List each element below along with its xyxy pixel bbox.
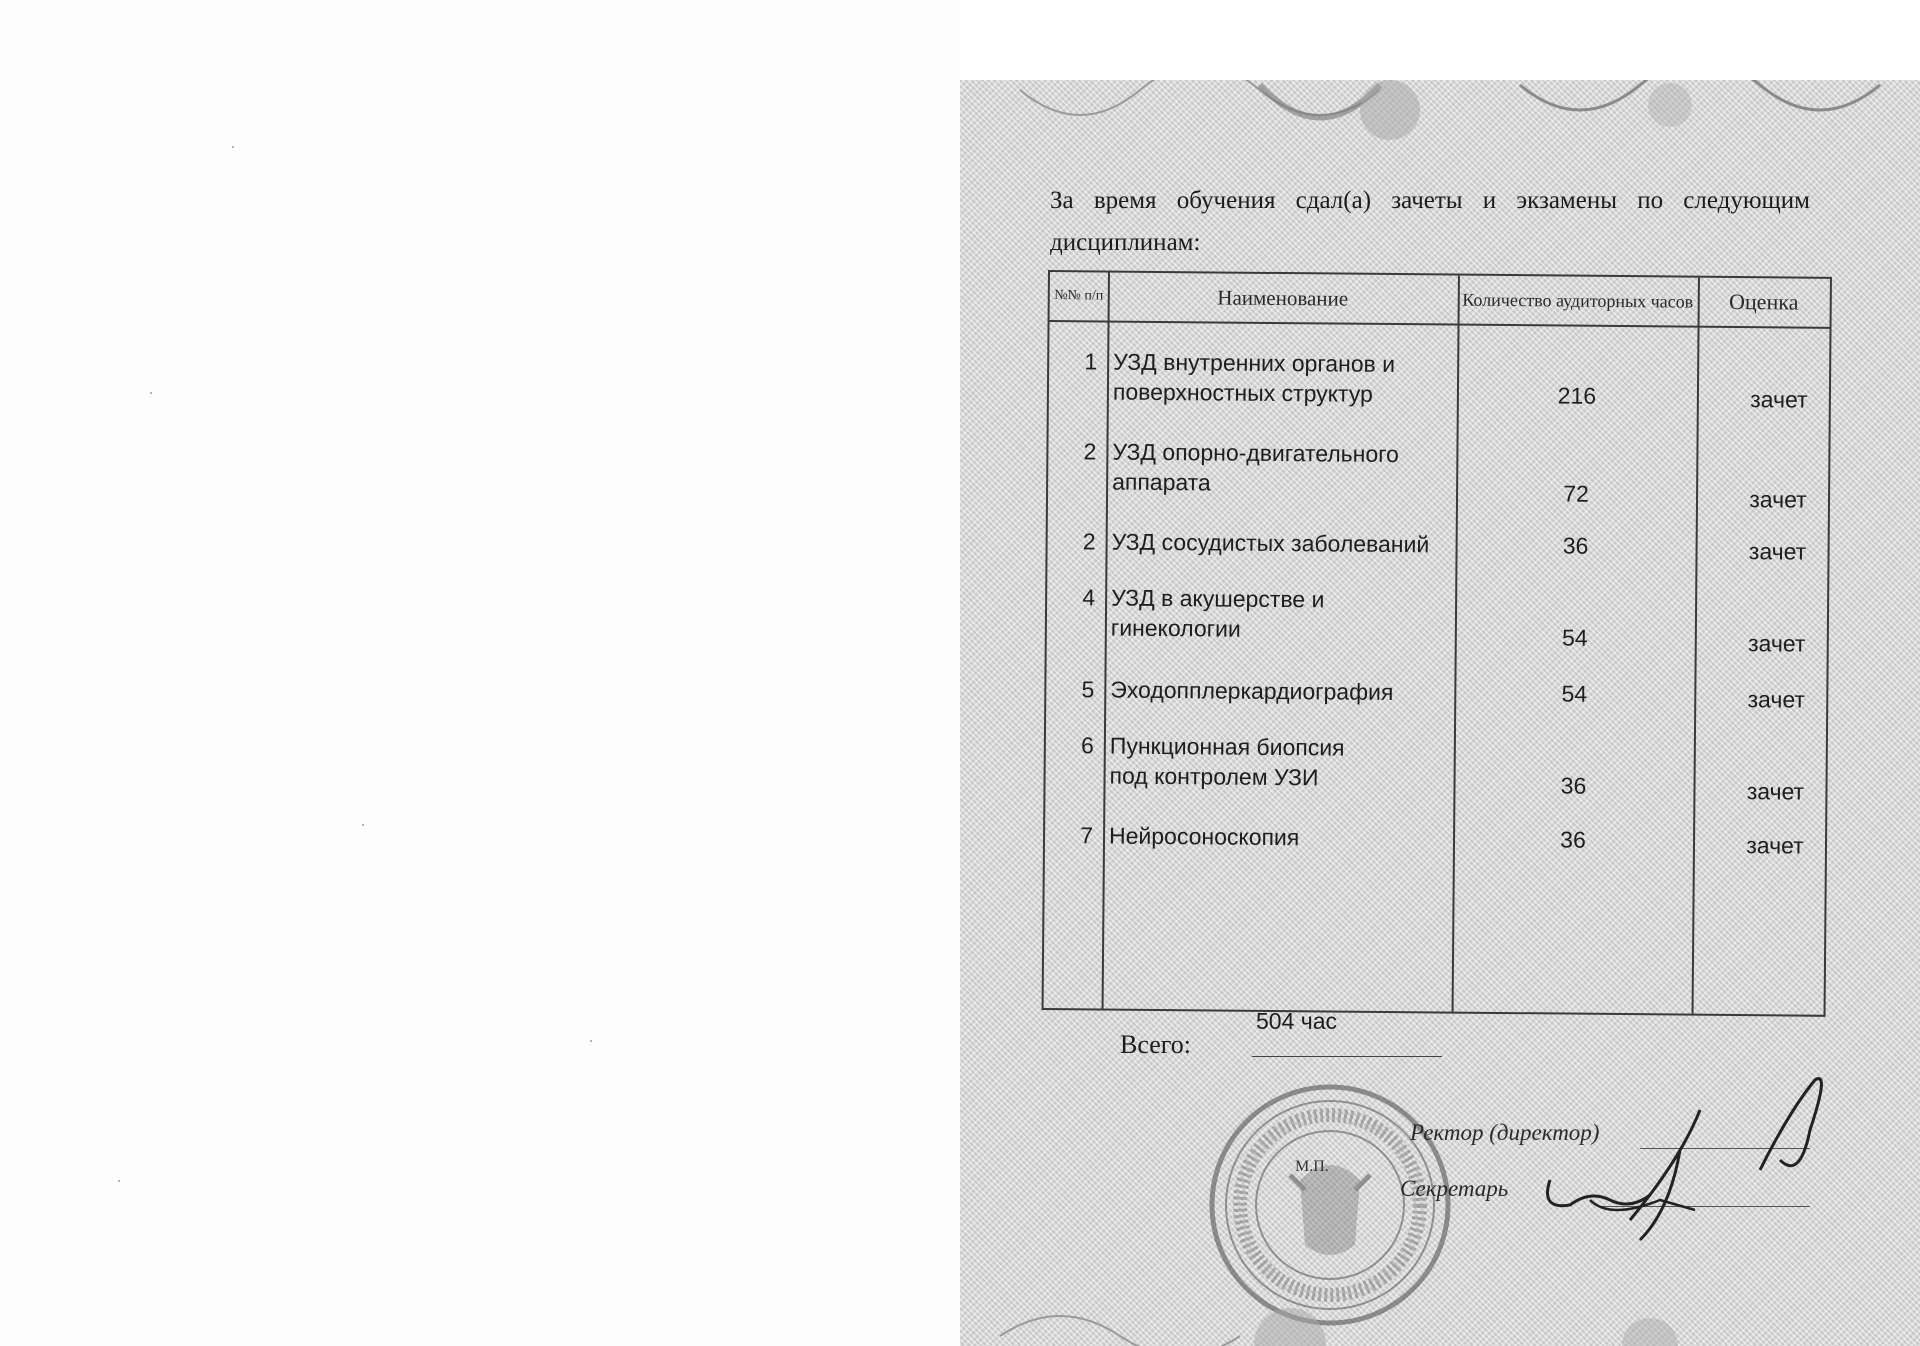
table-divider: [1692, 278, 1700, 1014]
discipline-name: УЗД внутренних органов и поверхностных структур: [1112, 348, 1396, 407]
rector-label: Ректор (директор): [1410, 1120, 1600, 1145]
discipline-name: УЗД в акушерстве и гинекологии: [1110, 584, 1325, 642]
hours-value: 54: [1561, 680, 1588, 707]
handwritten-signature: [1530, 1070, 1860, 1270]
total-label: Всего:: [1120, 1030, 1191, 1059]
discipline-name: Эходопплеркардиография: [1110, 676, 1394, 706]
total-underline: [1252, 1056, 1442, 1057]
grade-value: зачет: [1746, 832, 1804, 859]
total-hours-value: 504 час: [1256, 1008, 1338, 1034]
discipline-name: УЗД сосудистых заболеваний: [1111, 528, 1430, 558]
hours-value: 36: [1562, 532, 1589, 559]
scan-speck: [118, 1180, 120, 1182]
scan-speck: [590, 1040, 592, 1042]
guilloche-border-top: [960, 80, 1920, 150]
table-row: [1046, 730, 1830, 805]
table-row: [1049, 436, 1833, 513]
table-row: [1045, 820, 1829, 859]
grade-value: зачет: [1747, 630, 1806, 657]
hours-value: 36: [1560, 826, 1586, 853]
grade-value: зачет: [1749, 486, 1807, 513]
hours-value: 36: [1560, 772, 1587, 799]
row-number: 2: [1083, 438, 1097, 465]
table-row: [1046, 674, 1830, 713]
secretary-label: Секретарь: [1400, 1176, 1509, 1201]
grade-value: зачет: [1747, 686, 1806, 713]
guilloche-border-bottom: [960, 1286, 1920, 1346]
diploma-supplement-page: [960, 80, 1920, 1346]
hours-value: 54: [1561, 624, 1588, 651]
seal-place-label: М.П.: [1295, 1158, 1329, 1175]
row-number: 7: [1080, 822, 1094, 849]
column-header-number: №№ п/п: [1054, 288, 1104, 304]
scan-speck: [362, 824, 364, 826]
grade-value: зачет: [1746, 778, 1805, 805]
discipline-name: Пункционная биопсия под контролем УЗИ: [1109, 732, 1345, 791]
discipline-name: УЗД опорно-двигательного аппарата: [1112, 438, 1400, 496]
grade-value: зачет: [1748, 538, 1807, 565]
intro-text: За время обучения сдал(а) зачеты и экзамены по следующим дисциплинам:: [1050, 187, 1810, 256]
scan-speck: [150, 392, 152, 394]
table-divider: [1102, 273, 1110, 1009]
table-row: [1049, 346, 1833, 413]
row-number: 5: [1081, 676, 1095, 703]
table-row: [1047, 582, 1831, 657]
row-number: 4: [1082, 584, 1096, 611]
grade-value: зачет: [1750, 386, 1808, 413]
table-row: [1048, 526, 1832, 565]
hours-value: 72: [1563, 480, 1589, 507]
row-number: 2: [1082, 528, 1096, 555]
column-header-hours: Количество аудиторных часов: [1462, 289, 1694, 312]
hours-value: 216: [1557, 382, 1597, 409]
column-header-grade: Оценка: [1728, 288, 1799, 315]
disciplines-table: [1042, 270, 1832, 1017]
scan-speck: [232, 146, 234, 148]
row-number: 6: [1080, 732, 1094, 759]
column-header-name: Наименование: [1217, 284, 1349, 311]
row-number: 1: [1084, 348, 1098, 375]
discipline-name: Нейросоноскопия: [1108, 822, 1300, 851]
